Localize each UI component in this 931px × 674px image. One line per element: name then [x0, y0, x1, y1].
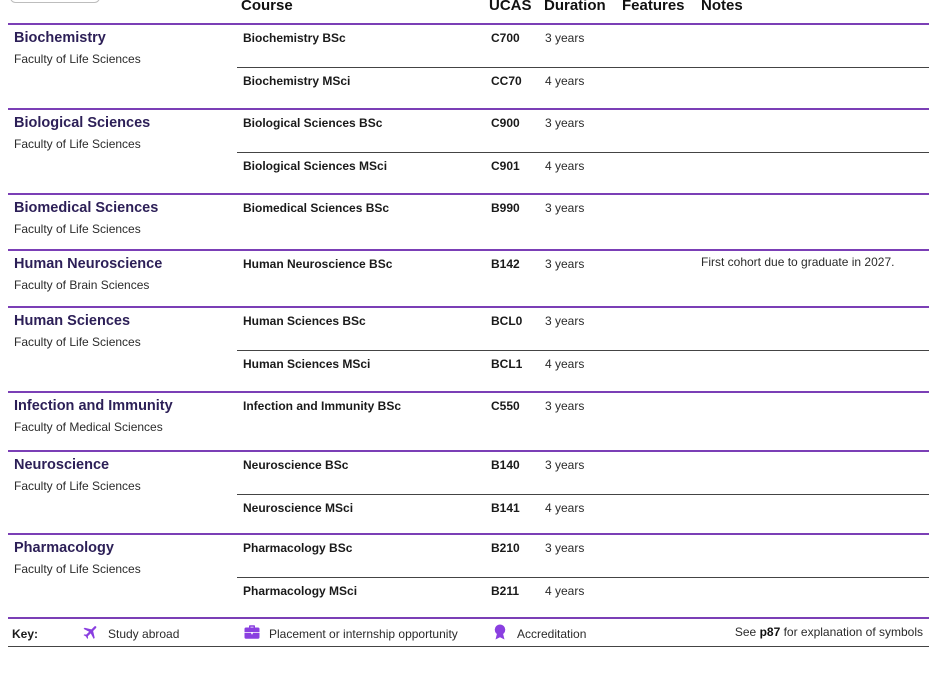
ucas-code: C901 [491, 159, 520, 173]
faculty-name: Faculty of Life Sciences [14, 222, 141, 236]
subject-name: Biomedical Sciences [14, 200, 159, 216]
faculty-name: Faculty of Brain Sciences [14, 278, 150, 292]
course-name: Neuroscience BSc [243, 458, 349, 472]
course-duration: 3 years [545, 201, 585, 215]
header-ucas: UCAS [489, 0, 532, 14]
table-row [237, 67, 929, 108]
header-notes: Notes [701, 0, 743, 14]
key-label: Key: [12, 627, 39, 641]
see-page-ref: p87 [759, 625, 781, 639]
ucas-code: BCL1 [491, 357, 523, 371]
key-legend [8, 617, 929, 647]
table-row [237, 25, 929, 67]
table-row [237, 393, 929, 450]
subject-name: Pharmacology [14, 540, 114, 556]
briefcase-icon [243, 623, 261, 641]
subject-block [14, 540, 141, 576]
course-duration: 3 years [545, 116, 585, 130]
subject-name: Infection and Immunity [14, 398, 173, 414]
faculty-name: Faculty of Life Sciences [14, 52, 141, 66]
ucas-code: B211 [491, 584, 520, 598]
rosette-icon [491, 623, 509, 641]
table-row [237, 195, 929, 249]
airplane-icon [82, 623, 100, 641]
subject-block [14, 256, 162, 292]
ucas-code: B140 [491, 458, 520, 472]
key-placement: Placement or internship opportunity [269, 627, 458, 641]
table-row [237, 251, 929, 306]
course-duration: 3 years [545, 257, 585, 271]
key-study-abroad: Study abroad [108, 627, 180, 641]
ucas-code: C700 [491, 31, 520, 45]
subject-name: Human Sciences [14, 313, 131, 329]
subject-group-neuroscience [8, 450, 929, 533]
subject-group-infection-and-immunity [8, 391, 929, 450]
course-name: Pharmacology MSci [243, 584, 358, 598]
course-duration: 4 years [545, 159, 585, 173]
course-name: Biochemistry BSc [243, 31, 346, 45]
course-duration: 3 years [545, 314, 585, 328]
course-name: Infection and Immunity BSc [243, 399, 402, 413]
ucas-code: B142 [491, 257, 520, 271]
key-see-note [735, 625, 923, 639]
course-duration: 3 years [545, 399, 585, 413]
subject-name: Biological Sciences [14, 115, 151, 131]
course-name: Biomedical Sciences BSc [243, 201, 390, 215]
subject-block [14, 398, 173, 434]
subject-group-biomedical-sciences [8, 193, 929, 249]
subject-group-biological-sciences [8, 108, 929, 193]
course-name: Pharmacology BSc [243, 541, 353, 555]
ucas-code: BCL0 [491, 314, 523, 328]
subject-name: Neuroscience [14, 457, 110, 473]
faculty-name: Faculty of Life Sciences [14, 562, 141, 576]
subject-block [14, 457, 141, 493]
subject-group-biochemistry [8, 23, 929, 108]
course-name: Human Neuroscience BSc [243, 257, 393, 271]
course-note: First cohort due to graduate in 2027. [701, 255, 895, 269]
subject-block [14, 200, 158, 236]
faculty-name: Faculty of Life Sciences [14, 137, 141, 151]
ucas-code: B141 [491, 501, 520, 515]
course-name: Biological Sciences MSci [243, 159, 388, 173]
header-features: Features [622, 0, 685, 14]
table-row [237, 110, 929, 152]
ucas-code: C900 [491, 116, 520, 130]
subject-block [14, 313, 141, 349]
subject-group-human-neuroscience [8, 249, 929, 306]
course-name: Biological Sciences BSc [243, 116, 383, 130]
course-duration: 4 years [545, 74, 585, 88]
course-duration: 3 years [545, 31, 585, 45]
course-duration: 3 years [545, 541, 585, 555]
faculty-name: Faculty of Life Sciences [14, 335, 141, 349]
header-duration: Duration [544, 0, 606, 14]
table-row [237, 535, 929, 577]
table-row [237, 452, 929, 494]
course-duration: 4 years [545, 584, 585, 598]
table-row [237, 152, 929, 193]
course-name: Human Sciences MSci [243, 357, 371, 371]
course-name: Biochemistry MSci [243, 74, 351, 88]
subject-block [14, 30, 141, 66]
subject-name: Biochemistry [14, 30, 106, 46]
course-duration: 3 years [545, 458, 585, 472]
ucas-code: C550 [491, 399, 520, 413]
course-name: Human Sciences BSc [243, 314, 366, 328]
ucas-code: B990 [491, 201, 520, 215]
see-suffix: for explanation of symbols [780, 625, 923, 639]
subject-block [14, 115, 150, 151]
table-row [237, 350, 929, 391]
table-row [237, 577, 929, 617]
faculty-name: Faculty of Life Sciences [14, 479, 141, 493]
top-tab-outline [10, 0, 100, 3]
course-duration: 4 years [545, 357, 585, 371]
ucas-code: CC70 [491, 74, 522, 88]
subject-group-human-sciences [8, 306, 929, 391]
course-name: Neuroscience MSci [243, 501, 354, 515]
faculty-name: Faculty of Medical Sciences [14, 420, 163, 434]
key-accreditation: Accreditation [517, 627, 587, 641]
header-course: Course [241, 0, 293, 14]
course-duration: 4 years [545, 501, 585, 515]
ucas-code: B210 [491, 541, 520, 555]
subject-group-pharmacology [8, 533, 929, 617]
table-row [237, 308, 929, 350]
subject-name: Human Neuroscience [14, 256, 163, 272]
table-row [237, 494, 929, 533]
see-prefix: See [734, 625, 760, 639]
